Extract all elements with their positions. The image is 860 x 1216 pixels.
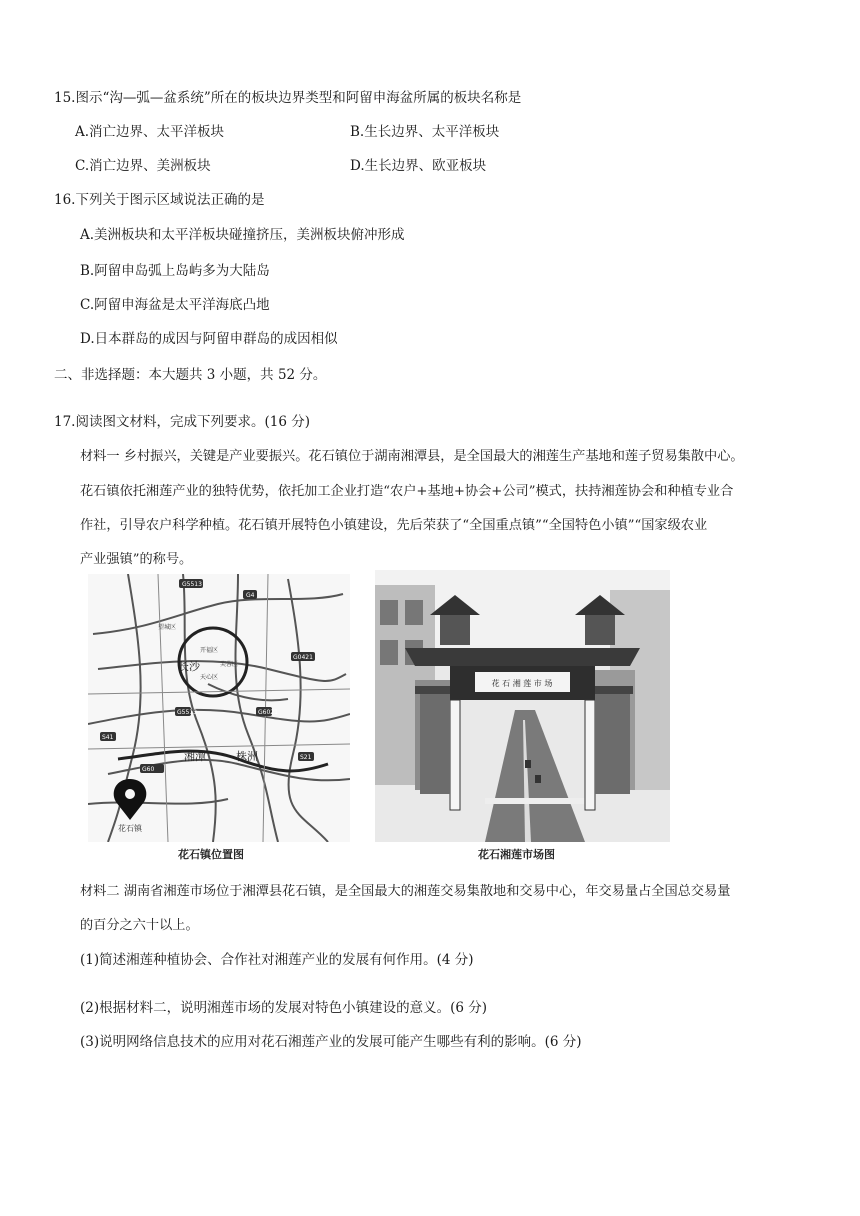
material-1-line-1: 材料一 乡村振兴，关键是产业要振兴。花石镇位于湖南湘潭县，是全国最大的湘莲生产基地和莲子贸易集散中心。 — [80, 449, 744, 464]
city-label-changsha: 长沙 — [178, 660, 200, 673]
district-label: 开福区 — [200, 647, 219, 654]
district-label: 芙蓉区 — [220, 661, 239, 668]
question-17-stem: 17.阅读图文材料，完成下列要求。(16 分) — [54, 414, 310, 430]
road-sign: G5513 — [177, 709, 197, 716]
road-sign: G0421 — [293, 654, 313, 661]
question-16-option-a: A.美洲板块和太平洋板块碰撞挤压，美洲板块俯冲形成 — [80, 227, 405, 243]
question-15-option-a: A.消亡边界、太平洋板块 — [75, 124, 225, 140]
road-sign: G5513 — [182, 581, 202, 588]
city-label-zhuzhou: 株洲 — [236, 750, 258, 763]
district-label: 天心区 — [200, 674, 219, 681]
question-16-stem: 16.下列关于图示区域说法正确的是 — [54, 192, 265, 208]
material-1-line-4: 产业强镇”的称号。 — [80, 552, 193, 567]
huashi-label: 花石镇 — [118, 824, 142, 833]
question-15-option-d: D.生长边界、欧亚板块 — [350, 158, 487, 174]
road-sign: G60 — [142, 766, 155, 773]
sub-question-1: (1)简述湘莲种植协会、合作社对湘莲产业的发展有何作用。(4 分) — [80, 952, 474, 968]
sub-question-2: (2)根据材料二，说明湘莲市场的发展对特色小镇建设的意义。(6 分) — [80, 1000, 488, 1016]
photo-caption: 花石湘莲市场图 — [478, 848, 555, 861]
question-15-option-c: C.消亡边界、美洲板块 — [75, 158, 211, 174]
district-label: 望城区 — [158, 624, 177, 631]
question-16-option-c: C.阿留申海盆是太平洋海底凸地 — [80, 297, 270, 313]
sub-question-3: (3)说明网络信息技术的应用对花石湘莲产业的发展可能产生哪些有利的影响。(6 分) — [80, 1034, 582, 1050]
road-sign: G4 — [246, 592, 255, 599]
material-2-line-2: 的百分之六十以上。 — [80, 918, 199, 933]
location-map — [88, 574, 350, 842]
map-caption: 花石镇位置图 — [178, 848, 244, 861]
question-16-option-d: D.日本群岛的成因与阿留申群岛的成因相似 — [80, 331, 338, 347]
question-16-option-b: B.阿留申岛弧上岛屿多为大陆岛 — [80, 263, 270, 279]
material-2-line-1: 材料二 湖南省湘莲市场位于湘潭县花石镇，是全国最大的湘莲交易集散地和交易中心，年交易量占全国总交易量 — [80, 884, 731, 899]
road-sign: S21 — [300, 754, 312, 761]
road-sign: S41 — [102, 734, 114, 741]
gate-sign: 花 石 湘 莲 市 场 — [491, 679, 553, 688]
question-15-stem: 15.图示“沟—弧—盆系统”所在的板块边界类型和阿留申海盆所属的板块名称是 — [54, 90, 522, 106]
city-label-xiangtan: 湘潭 — [184, 750, 206, 763]
section-2-heading: 二、非选择题：本大题共 3 小题，共 52 分。 — [54, 367, 327, 383]
question-15-option-b: B.生长边界、太平洋板块 — [350, 124, 500, 140]
material-1-line-2: 花石镇依托湘莲产业的独特优势，依托加工企业打造“农户+基地+协会+公司”模式，扶持湘莲协会和种植专业合 — [80, 484, 734, 499]
market-photo — [375, 570, 670, 842]
road-sign: G6021 — [258, 709, 278, 716]
material-1-line-3: 作社，引导农户科学种植。花石镇开展特色小镇建设，先后荣获了“全国重点镇”“全国特色小镇”“国家级农业 — [80, 518, 708, 533]
